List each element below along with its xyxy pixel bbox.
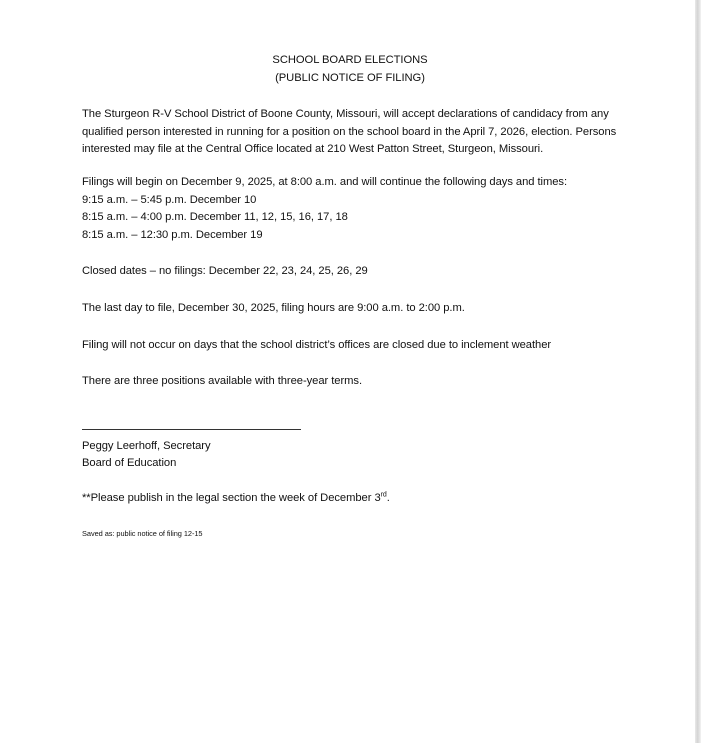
schedule-line: 8:15 a.m. – 12:30 p.m. December 19 xyxy=(82,228,263,241)
last-day-to-file: The last day to file, December 30, 2025, filing hours are 9:00 a.m. to 2:00 p.m. xyxy=(82,301,465,314)
schedule-line: 8:15 a.m. – 4:00 p.m. December 11, 12, 15, 16, 17, 18 xyxy=(82,211,348,224)
publish-note-suffix: rd xyxy=(380,491,387,499)
page-edge-shadow xyxy=(695,0,701,743)
saved-as-footer: Saved as: public notice of filing 12-15 xyxy=(82,528,203,538)
publish-note xyxy=(82,490,612,508)
title-line-1: SCHOOL BOARD ELECTIONS xyxy=(272,54,428,66)
signature-line xyxy=(82,429,301,430)
publish-note-end: . xyxy=(386,491,390,504)
signer-name: Peggy Leerhoff, Secretary xyxy=(82,439,211,452)
schedule-line: 9:15 a.m. – 5:45 p.m. December 10 xyxy=(82,193,257,206)
filing-schedule xyxy=(82,174,612,244)
closed-dates: Closed dates – no filings: December 22, 23, 24, 25, 26, 29 xyxy=(82,265,368,278)
filing-intro: Filings will begin on December 9, 2025, at 8:00 a.m. and will continue the following days and times: xyxy=(82,175,568,188)
weather-note: Filing will not occur on days that the school district’s offices are closed due to inclement weather xyxy=(82,338,552,351)
positions-note: There are three positions available with three-year terms. xyxy=(82,375,363,388)
signature-block xyxy=(82,438,612,473)
intro-paragraph: The Sturgeon R-V School District of Boone County, Missouri, will accept declarations of candidacy from any qualified person interested in running for a position on the school board in the April 7, 2026, election. Persons interested may file at the Central Office located at 210 West Patton Street, Sturgeon, Missouri. xyxy=(82,108,617,156)
publish-note-text: **Please publish in the legal section the week of December 3 xyxy=(82,491,381,504)
document-title xyxy=(82,52,618,87)
document-body xyxy=(82,52,617,539)
title-line-2: (PUBLIC NOTICE OF FILING) xyxy=(275,71,425,84)
signer-title: Board of Education xyxy=(82,457,177,470)
